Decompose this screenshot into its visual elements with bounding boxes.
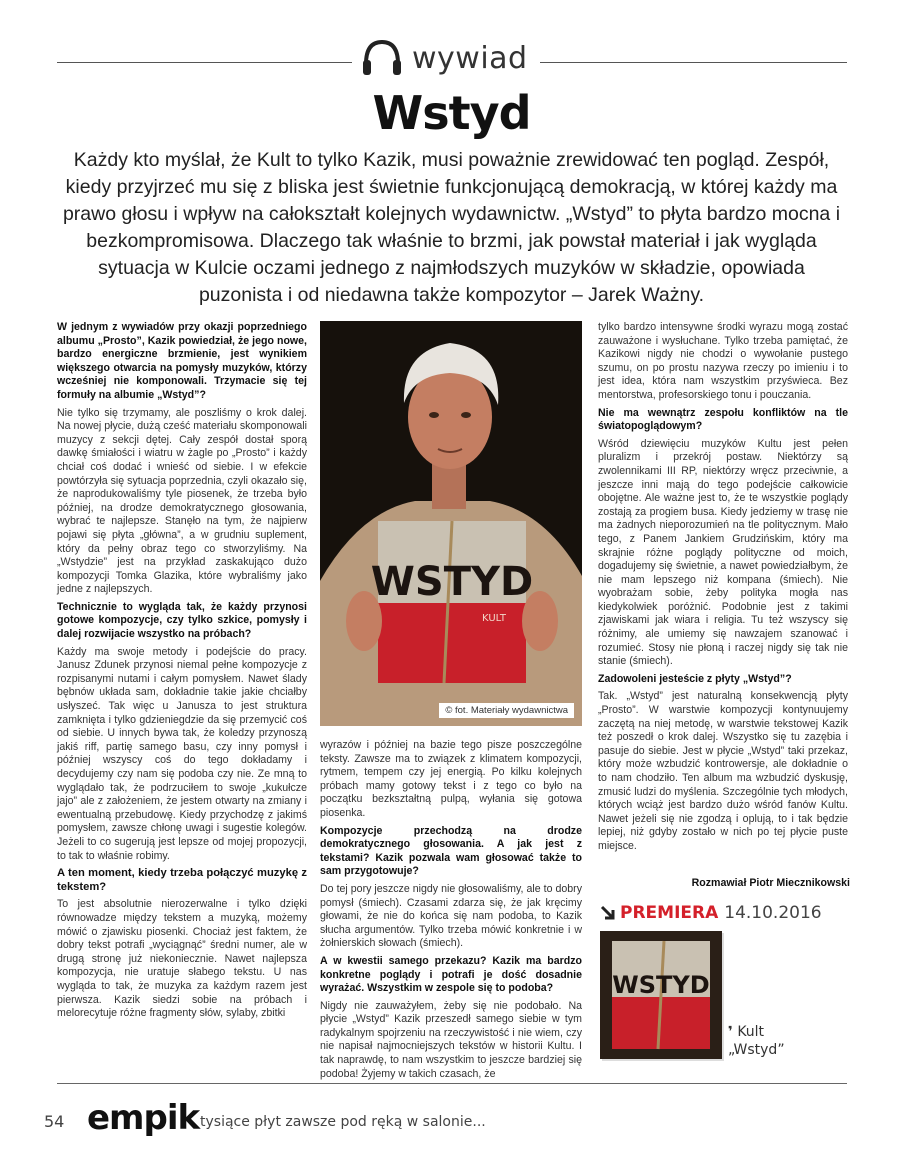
photo-credit: © fot. Materiały wydawnictwa — [439, 703, 574, 718]
column-3 — [598, 321, 848, 858]
album-cover — [600, 931, 722, 1059]
answer-5-continued: tylko bardzo intensywne środki wyrazu mogą zostać zauważone i wysłuchane. Tylko trzeba pamiętać, że Kazikowi nigdy nie chodzi o wywołanie pustego szumu, on po prostu nazywa rzeczy po imieniu i to jest idea, która nam wszystkim przyświeca. Bez mentorstwa, profesorskiego tonu i pouczania. — [598, 321, 848, 401]
section-label: wywiad — [412, 40, 528, 76]
headphones-icon — [360, 38, 404, 78]
cover-band-text: KULT — [482, 613, 506, 624]
question-5: A w kwestii samego przekazu? Kazik ma bardzo konkretne poglądy i potrafi je dość dosadnie wyrażać. Wszystkim w zespole się to podoba? — [320, 954, 582, 995]
empik-logo: empik — [87, 1098, 200, 1138]
album-info — [728, 1023, 785, 1059]
question-6: Nie ma wewnątrz zespołu konfliktów na tle światopoglądowym? — [598, 406, 848, 433]
article-title: Wstyd — [372, 86, 531, 140]
column-2 — [320, 739, 582, 1085]
answer-7: Tak. „Wstyd” jest naturalną konsekwencją płyty „Prosto”. W warstwie kompozycji kontynuujemy zaczętą na niej metodę, w warstwie tekstowej Kazik też poszedł o krok dalej. Wszystko się tu zazębia i pasuje do siebie. Jest w płycie „Wstyd” taki przekaz, który może wzbudzić kontrowersje, ale dokładnie o to nam chodziło. Ten album ma wzbudzić dyskusję, zmusić ludzi do myślenia. Szczególnie tych młodych, których wciąż jest bardzo dużo wśród fanów Kultu. Nawet jeżeli się nie zgodzą i oplują, to i tak będzie lepiej, niż gdyby zostało w nich po tej płycie puste miejsce. — [598, 690, 848, 852]
photo-illustration — [320, 321, 582, 726]
article-lead: Każdy kto myślał, że Kult to tylko Kazik, musi poważnie zrewidować ten pogląd. Zespół, kiedy przyjrzeć mu się z bliska jest świetnie funkcjonującą demokracją, w której każdy ma prawo głosu i wpływ na całokształt kolejnych wydawnictw. „Wstyd” to płyta bardzo mocna i bezkompromisowa. Dlaczego tak właśnie to brzmi, jak powstał materiał i jak wygląda sytuacja w Kulcie oczami jednego z najmłodszych muzyków w składzie, opowiada puzonista i od niedawna także kompozytor – Jarek Ważny. — [62, 149, 841, 306]
header-rule-right — [540, 62, 847, 63]
premiere-banner — [600, 903, 822, 923]
page-number: 54 — [44, 1112, 65, 1131]
question-7: Zadowoleni jesteście z płyty „Wstyd”? — [598, 672, 792, 685]
answer-3-continued: wyrazów i później na bazie tego pisze poszczególne teksty. Zawsze ma to związek z klimatem kompozycji, rytmem, tempem czy jej energią. Po kilku kolejnych próbach mamy gotowy tekst i z tego co było na początku bezkształtną pulpą, wyłania się gotowa piosenka. — [320, 739, 582, 819]
section-header — [360, 36, 528, 80]
premiere-date: 14.10.2016 — [724, 903, 822, 923]
album-cover-sign: WSTYD — [612, 971, 710, 999]
column-1 — [57, 321, 307, 1025]
question-1: W jednym z wywiadów przy okazji poprzedniego albumu „Prosto”, Kazik powiedział, że jego nowe, bardzo energiczne brzmienie, jest wynikiem większego otwarcia na pomysły muzyków, którzy wcześniej nie komponowali. Trzymacie się tej formuły na albumie „Wstyd”? — [57, 321, 307, 401]
question-3: A ten moment, kiedy trzeba połączyć muzykę z tekstem? — [57, 867, 307, 893]
album-artist: ❜ Kult — [728, 1024, 765, 1040]
arrow-down-right-icon — [600, 905, 616, 921]
header-rule-left — [57, 62, 352, 63]
answer-4: Do tej pory jeszcze nigdy nie głosowaliśmy, ale to dobry pomysł (śmiech). Czasami zdarza się, że jak kręcimy głowami, że nie do końca się nam podoba, to Kazik słucha argumentów. Tylko trzeba mówić konkretnie i w żołnierskich słowach (śmiech). — [320, 882, 582, 950]
album-title: „Wstyd” — [728, 1042, 785, 1058]
answer-5: Nigdy nie zauważyłem, żeby się nie podobało. Na płycie „Wstyd” Kazik przeszedł samego siebie w tym radykalnym spojrzeniu na rzeczywistość i nie wiem, czy nie napisał najmocniejszych tekstów w historii Kultu. I tak naprawdę, to nam wszystkim to jeszcze bardziej się podoba! Żyjemy w takich czasach, że — [320, 999, 582, 1080]
author-signature: Rozmawiał Piotr Miecznikowski — [691, 877, 850, 889]
artist-photo — [320, 321, 582, 726]
footer-rule — [57, 1083, 847, 1084]
answer-1: Nie tylko się trzymamy, ale poszliśmy o krok dalej. Na nowej płycie, dużą cześć materiału skomponowali muzycy z sekcji dętej. Cały zespół dostał sporą dawkę śmiałości i wiatru w żagle po „Prosto” i każdy chciał coś dodać i wnieść od siebie. I w efekcie powtórzyła się sytuacja poprzednia, czyli okazało się, że naprodukowaliśmy tyle piosenek, że trzeba było później, na drodze demokratycznego głosowania, wybrać te najlepsze. Stanęło na tym, że najpierw pojawi się płyta „główna”, a w grudniu suplement, który da pełny obraz tego co stworzyliśmy. Na „Wstydzie” jest na przykład zaskakująco dużo kompozycji Tomka Glazika, które wybraliśmy jako jedne z najlepszych. — [57, 406, 307, 596]
answer-2: Każdy ma swoje metody i podejście do pracy. Janusz Zdunek przynosi niemal pełne kompozycje z rozpisanymi nutami i całym pomysłem. Nawet ślady bębnów układa sam, dokładnie takie jakie chciałby usłyszeć. Tak więc u Janusza to jest struktura zamknięta i tylko gdzieniegdzie da się przemycić coś od siebie. U innych bywa tak, że koledzy przynoszą jakiś riff, partię samego basu, czy inny pomysł i później wszyscy coś do tego dokładamy i decydujemy czy nam się podoba czy nie. Ze mną to wyglądało tak, że podrzuciłem to swoje „kukułcze jajo” ale z założeniem, że jestem otwarty na zmiany i ewentualną przebudowę. Kiedy przychodzę z jakimś pomysłem, zawsze chłonę uwagi i sugestie kolegów. Jeżeli to co sugerują jest lepsze od mojej propozycji, to tak to właśnie robimy. — [57, 645, 307, 862]
question-2: Technicznie to wygląda tak, że każdy przynosi gotowe kompozycje, czy tylko szkice, pomysły i dalej rozwijacie wszystko na próbach? — [57, 600, 307, 641]
cover-sign-text: WSTYD — [370, 559, 534, 605]
premiere-label: PREMIERA — [620, 903, 719, 923]
footer-tagline: tysiące płyt zawsze pod ręką w salonie... — [200, 1114, 486, 1130]
question-4: Kompozycje przechodzą na drodze demokratycznego głosowania. A jak jest z tekstami? Kazik pozwala wam głosować także to sam przygotowuje? — [320, 824, 582, 878]
answer-3: To jest absolutnie nierozerwalne i tylko dzięki równowadze między tekstem a muzyką, możemy mówić o zjawisku piosenki. Chociaż jest faktem, że dobry tekst potrafi „wyciągnąć” średni numer, ale w drugą stronę już niekoniecznie. Nawet najlepsza kompozycja, nie uratuje słabego tekstu. U nas wygląda to tak, że muzyka za każdym razem jest pierwsza. Kazik siedzi sobie na próbach i melorecytuje różne fragmenty słów, sylaby, zbitki — [57, 898, 307, 1020]
answer-6: Wśród dziewięciu muzyków Kultu jest pełen pluralizm i przekrój postaw. Niektórzy są zwolennikami III RP, niektórzy wręcz przeciwnie, a jeszcze inni mają do tego podejście całkowicie obojętne. Ale ważne jest to, że te wszystkie poglądy zostają za progiem busa. Kiedy jedziemy w trasę nie ma żadnych nieporozumień na tle politycznym. Mało tego, z Panem Jankiem Grudzińskim, który ma skrajnie różne poglądy polityczne od moich, dogadujemy się świetnie, a nawet powiedziałbym, że nie mam lepszego niż kompana (śmiech). Nie wyobrażam sobie, żeby polityka mogła nas kiedykolwiek poróżnić. Podobnie jest z takimi zjawiskami jak wiara i religia. Tu też wszyscy się różnimy, ale umiemy się nawzajem szanować i rozumieć. Stosy nie płoną i raczej nigdy się tak nie stanie (śmiech). — [598, 437, 848, 668]
album-cover-art — [600, 931, 722, 1059]
